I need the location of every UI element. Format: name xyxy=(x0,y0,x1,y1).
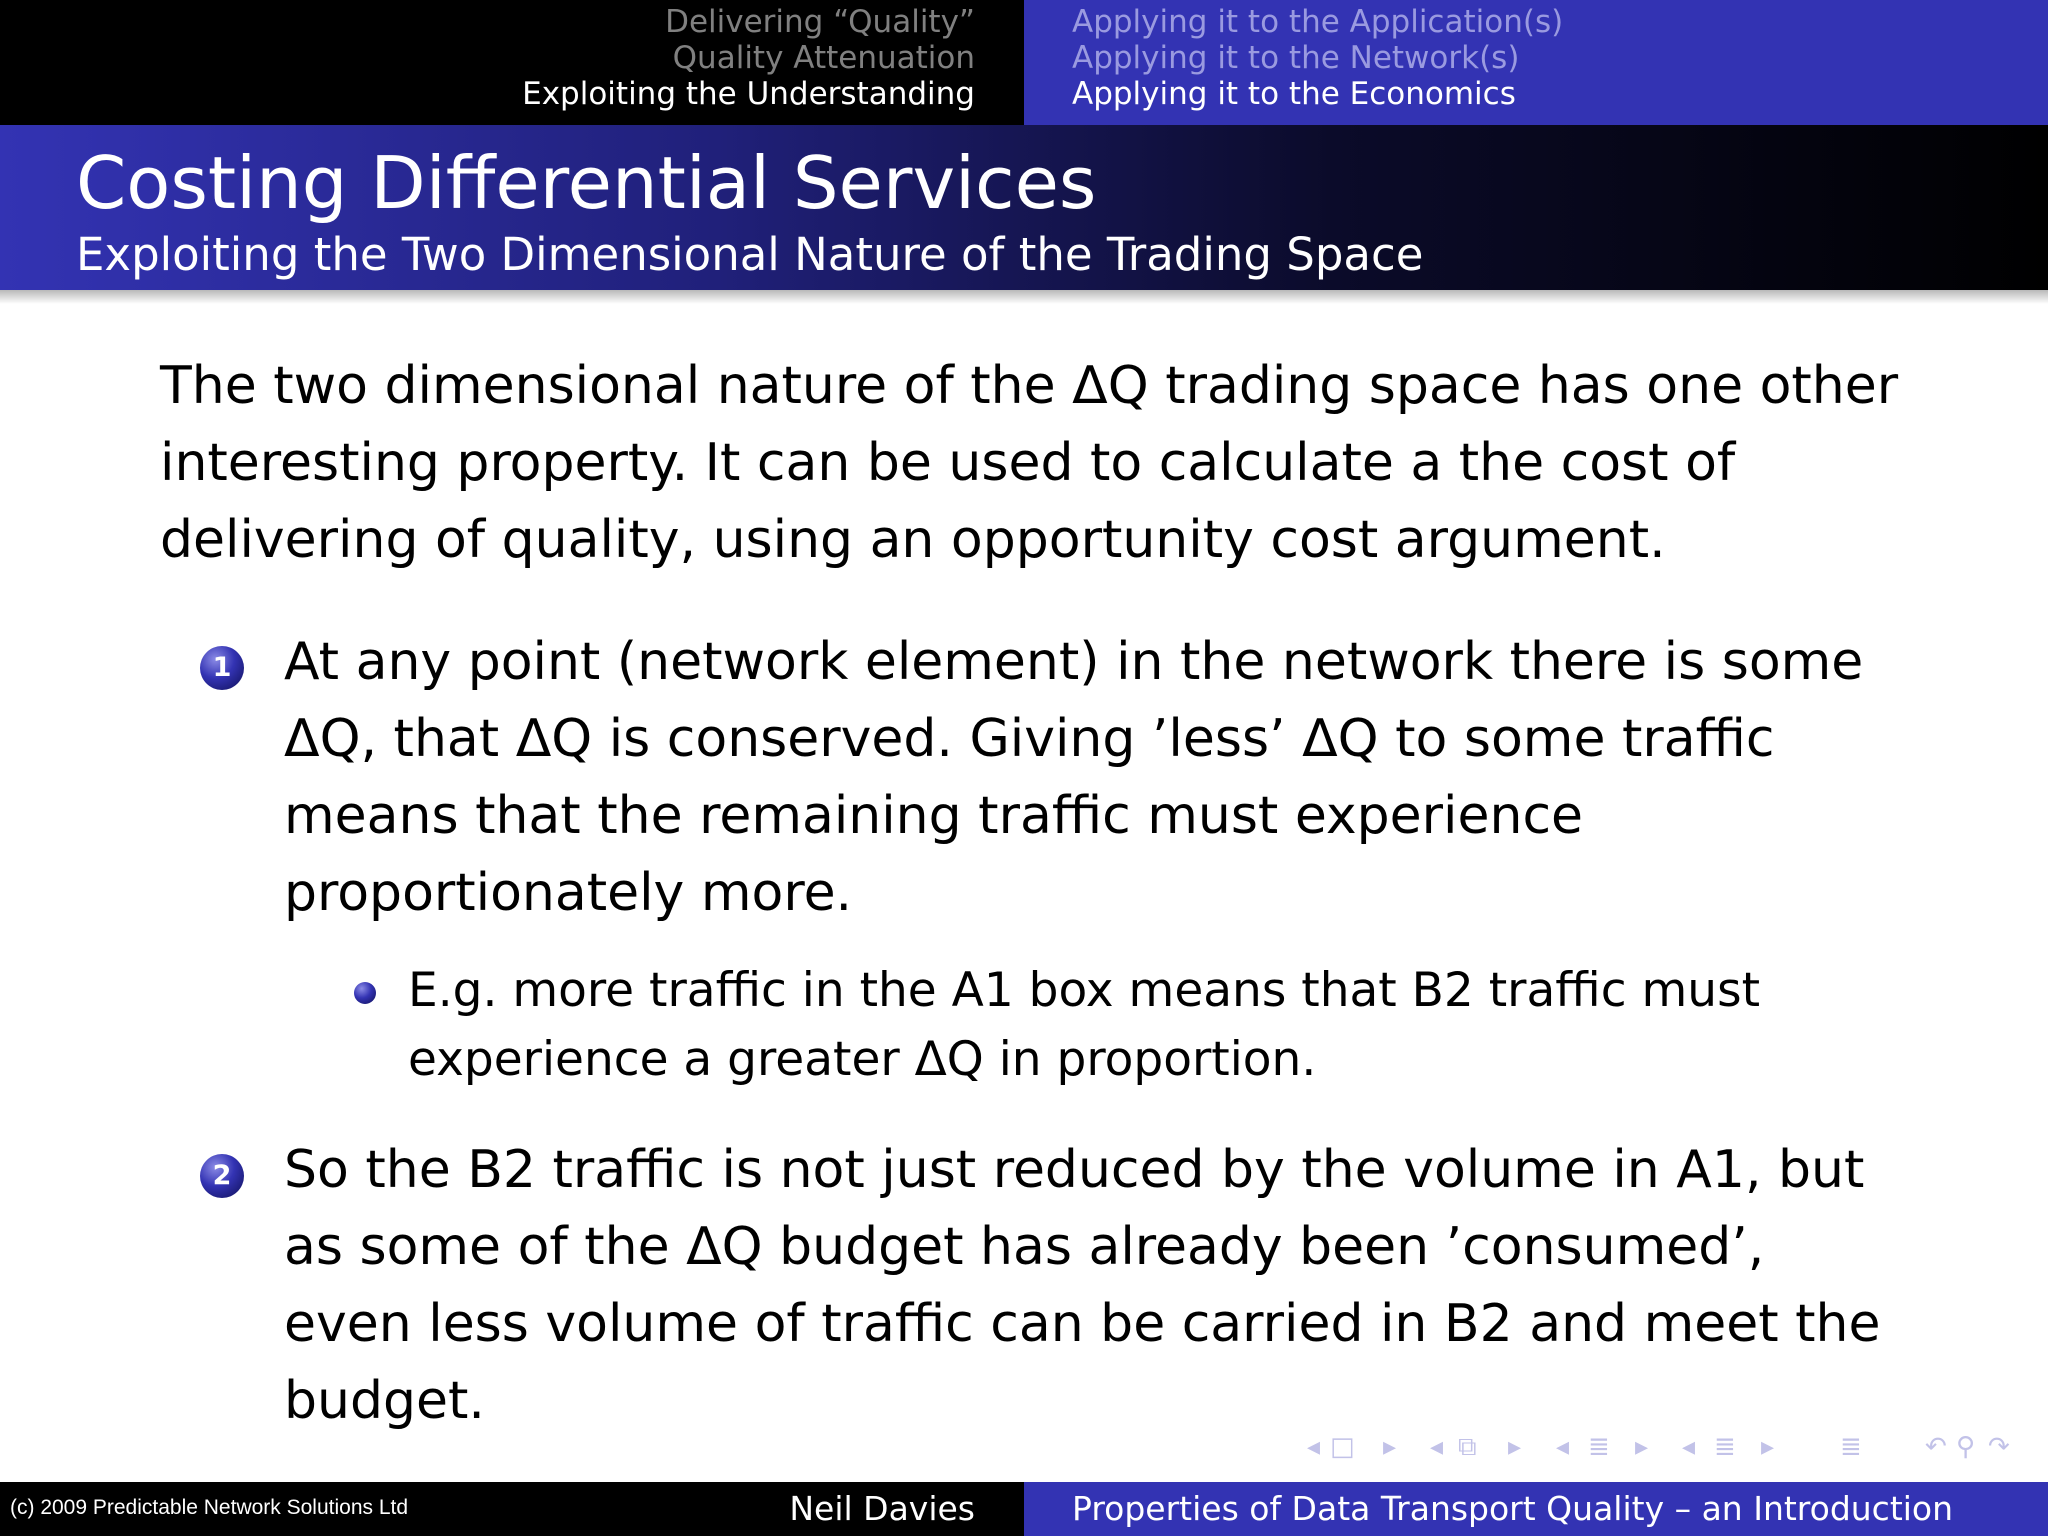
list-item-text: So the B2 traffic is not just reduced by the volume in A1, but as some of the ΔQ budget has already been ’consumed’, even less volume of traffic can be carried in B2 and meet the budget. xyxy=(284,1140,1881,1431)
nav-forward-icon[interactable]: ↷ xyxy=(1988,1432,2010,1462)
nav-prev-frame-icon[interactable]: ◂ xyxy=(1430,1432,1444,1462)
nav-prev-slide-icon[interactable]: ◂ xyxy=(1307,1432,1321,1462)
subsection-link-network[interactable]: Applying it to the Network(s) xyxy=(1072,40,1520,76)
frame-subtitle: Exploiting the Two Dimensional Nature of the Trading Space xyxy=(76,228,1424,281)
intro-paragraph: The two dimensional nature of the ΔQ trading space has one other interesting property. It can be used to calculate a the cost of delivering of quality, using an opportunity cost argument. xyxy=(160,356,1899,570)
footer-left xyxy=(0,1482,1024,1536)
sub-bullet-item xyxy=(408,956,1900,1094)
nav-section-icon[interactable]: ≣ xyxy=(1714,1432,1736,1462)
list-item xyxy=(212,1132,1900,1440)
beamer-navigation-symbols xyxy=(1300,1432,2040,1472)
nav-next-section-icon[interactable]: ▸ xyxy=(1761,1432,1775,1462)
section-link-delivering-quality[interactable]: Delivering “Quality” xyxy=(665,4,975,40)
nav-back-icon[interactable]: ↶ xyxy=(1925,1432,1947,1462)
subsection-nav xyxy=(1024,0,2048,125)
footer xyxy=(0,1482,2048,1536)
nav-next-frame-icon[interactable]: ▸ xyxy=(1508,1432,1522,1462)
nav-document-icon[interactable]: ≣ xyxy=(1840,1432,1862,1462)
footer-author: Neil Davies xyxy=(789,1489,975,1528)
section-link-exploiting-understanding[interactable]: Exploiting the Understanding xyxy=(522,76,975,112)
enum-number-badge: 1 xyxy=(200,646,244,690)
nav-next-slide-icon[interactable]: ▸ xyxy=(1383,1432,1397,1462)
nav-frame-icon[interactable]: ⧉ xyxy=(1458,1432,1477,1462)
header-navigation xyxy=(0,0,2048,125)
sub-bullet-text: E.g. more traffic in the A1 box means that B2 traffic must experience a greater ΔQ in proportion. xyxy=(408,963,1761,1087)
list-item xyxy=(212,624,1900,932)
frame-title-bar xyxy=(0,125,2048,290)
list-item-text: At any point (network element) in the network there is some ΔQ, that ΔQ is conserved. Giving ’less’ ΔQ to some traffic means that the remaining traffic must experience proportionately more. xyxy=(284,632,1864,923)
nav-search-icon[interactable]: ⚲ xyxy=(1956,1432,1976,1462)
bullet-ball-icon xyxy=(354,982,376,1004)
slide-body xyxy=(160,348,1900,1440)
nav-next-subsection-icon[interactable]: ▸ xyxy=(1635,1432,1649,1462)
nav-subsection-icon[interactable]: ≣ xyxy=(1588,1432,1610,1462)
enum-number-badge: 2 xyxy=(200,1154,244,1198)
section-nav xyxy=(0,0,1024,125)
section-link-quality-attenuation[interactable]: Quality Attenuation xyxy=(672,40,975,76)
footer-presentation-title: Properties of Data Transport Quality – an Introduction xyxy=(1072,1489,1954,1528)
nav-prev-section-icon[interactable]: ◂ xyxy=(1682,1432,1696,1462)
footer-right xyxy=(1024,1482,2048,1536)
subsection-link-application[interactable]: Applying it to the Application(s) xyxy=(1072,4,1564,40)
nav-slide-icon[interactable]: □ xyxy=(1330,1432,1355,1462)
nav-prev-subsection-icon[interactable]: ◂ xyxy=(1556,1432,1570,1462)
frame-title: Costing Differential Services xyxy=(76,141,1097,225)
title-shadow xyxy=(0,290,2048,304)
footer-copyright: (c) 2009 Predictable Network Solutions Ltd xyxy=(10,1496,409,1519)
subsection-link-economics[interactable]: Applying it to the Economics xyxy=(1072,76,1516,112)
